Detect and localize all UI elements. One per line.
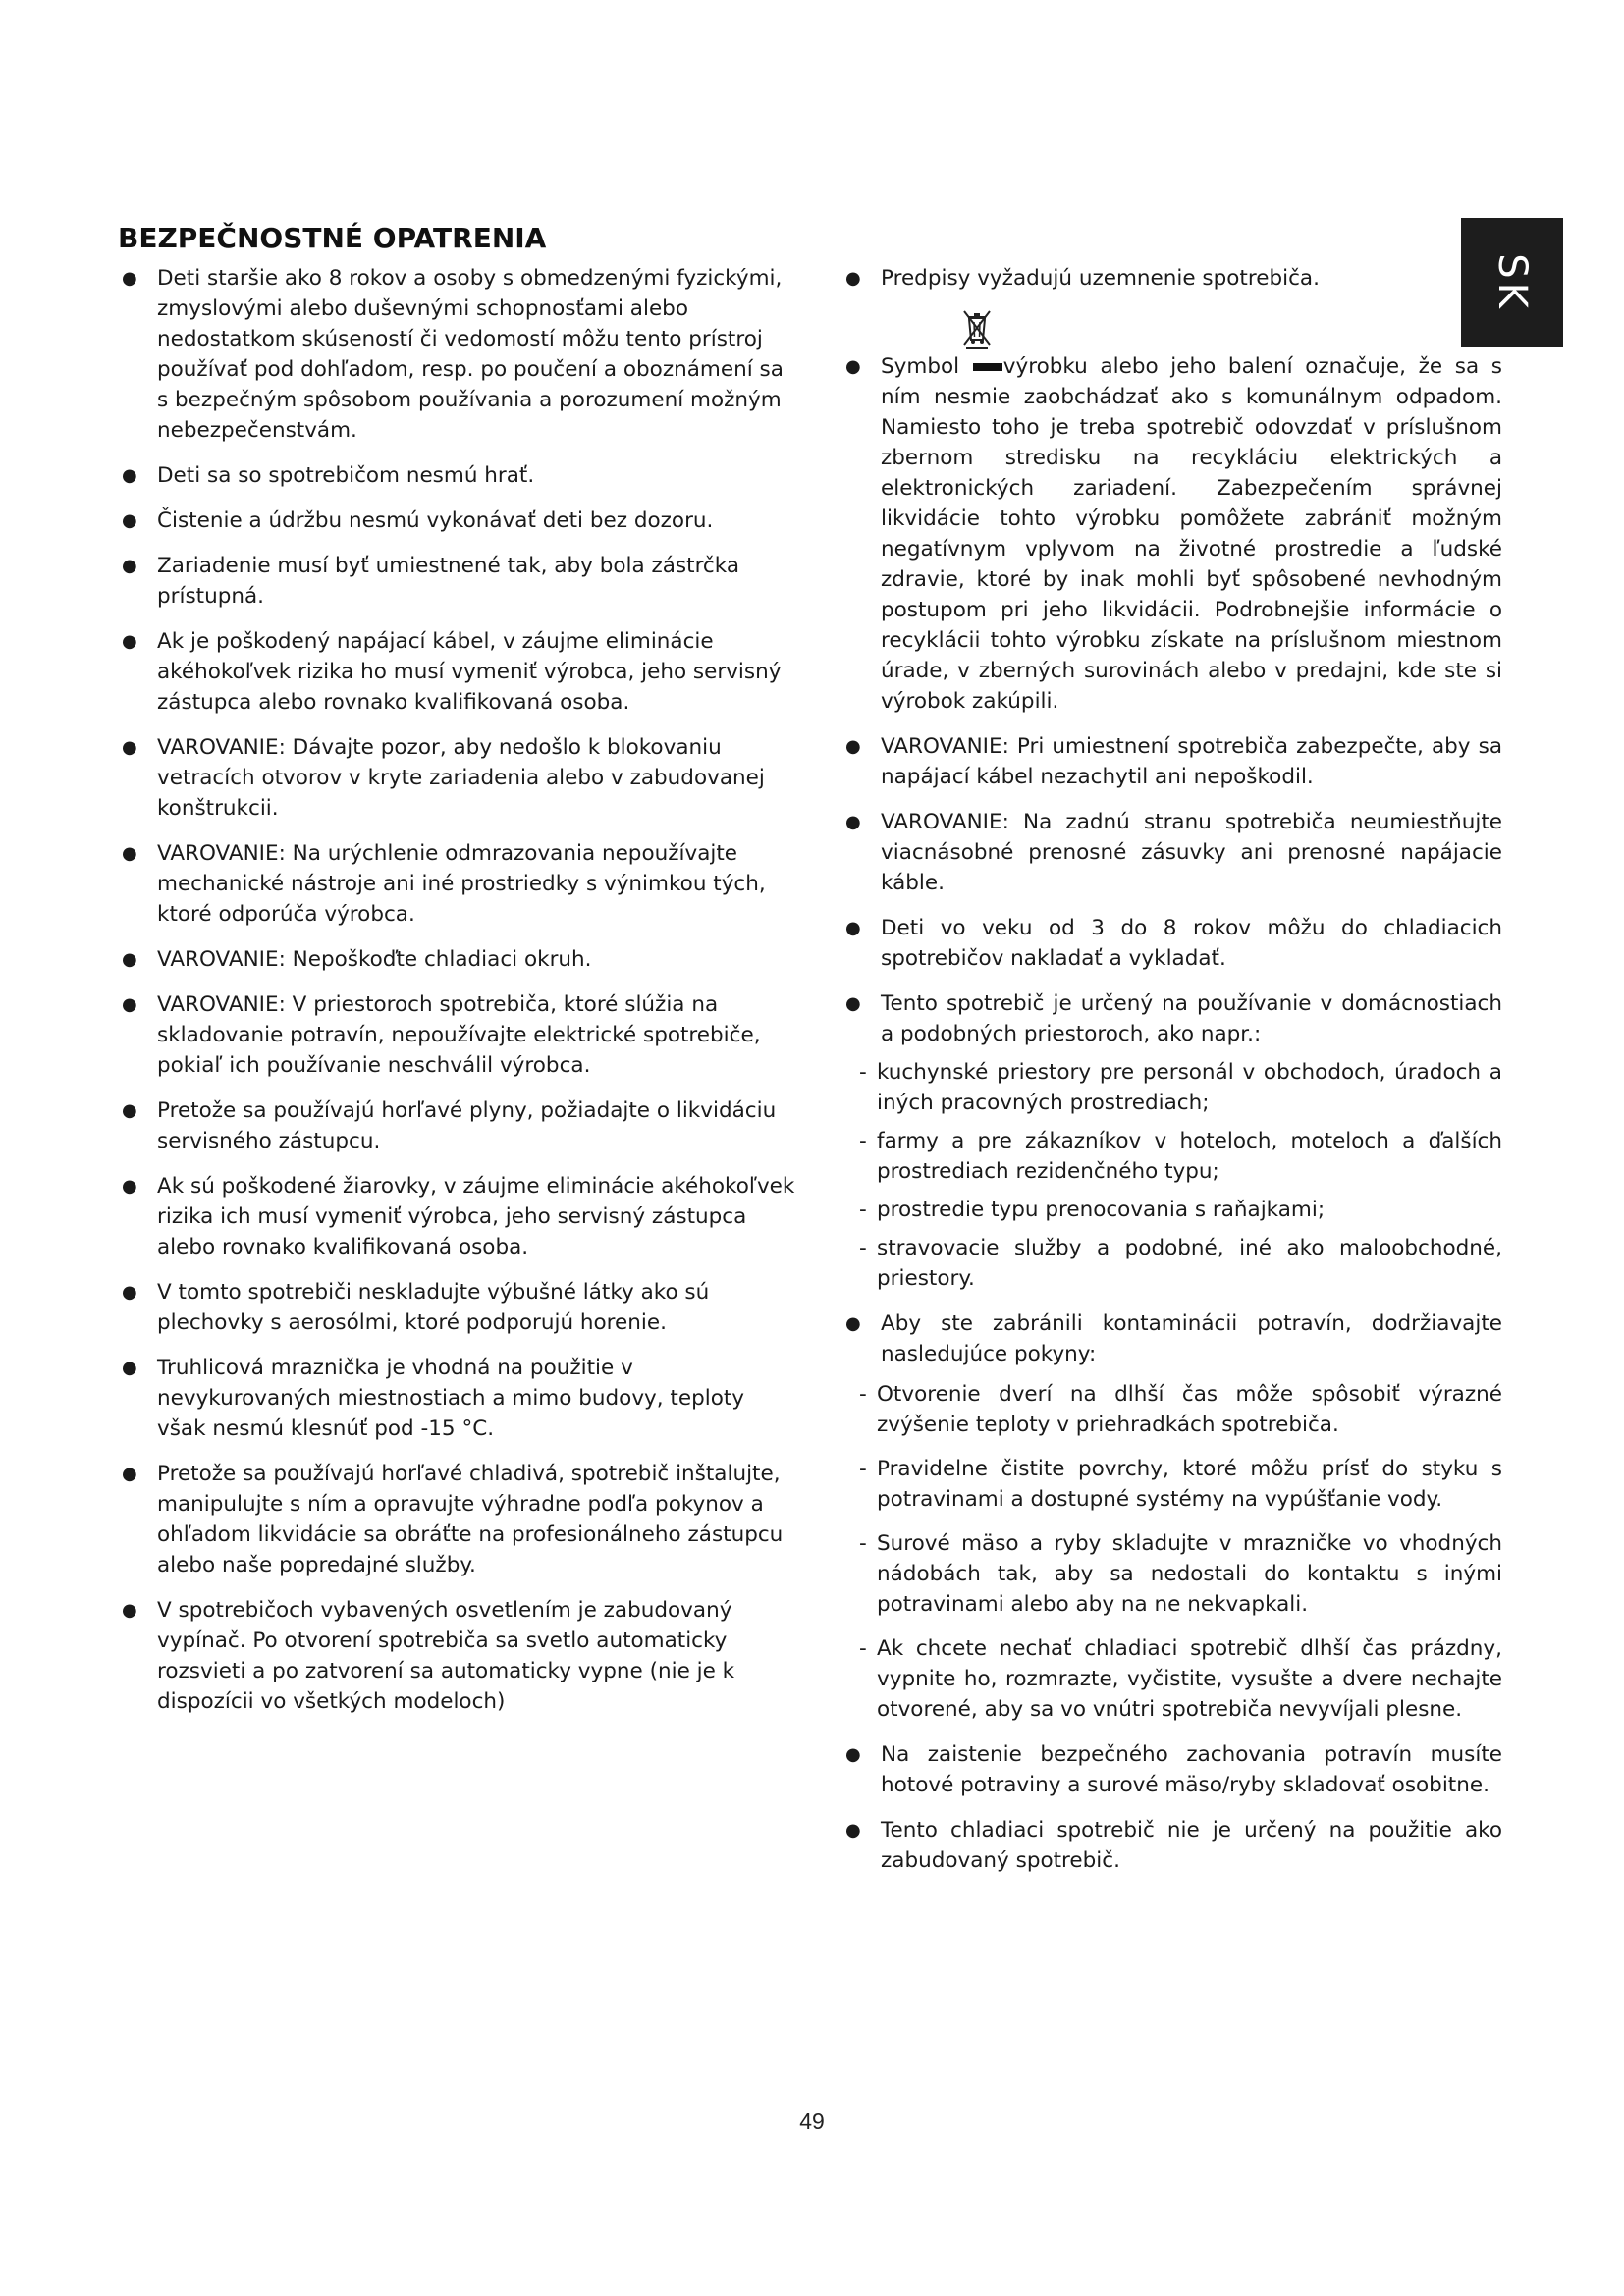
list-item: ● Pretože sa používajú horľavé chladivá, spotrebič inštalujte, manipulujte s ním a opravujte výhradne podľa pokynov a ohľadom likvidácie sa obráťte na profesionálneho zástupcu alebo naše popredajné služby. xyxy=(118,1459,795,1580)
list-item-household-use: ● Tento spotrebič je určený na používanie v domácnostiach a podobných priestoroch, ako napr.: xyxy=(841,988,1502,1049)
list-item: ● VAROVANIE: Dávajte pozor, aby nedošlo k blokovaniu vetracích otvorov v kryte zariadenia alebo v zabudovanej konštrukcii. xyxy=(118,732,795,824)
right-column xyxy=(841,263,1502,1891)
list-item: ● VAROVANIE: Na urýchlenie odmrazovania nepoužívajte mechanické nástroje ani iné prostriedky s výnimkou tých, ktoré odporúča výrobca. xyxy=(118,838,795,930)
list-item: ● V tomto spotrebiči neskladujte výbušné látky ako sú plechovky s aerosólmi, ktoré podporujú horenie. xyxy=(118,1277,795,1338)
bullet-icon: ● xyxy=(122,268,137,289)
bullet-icon: ● xyxy=(122,994,137,1015)
bullet-icon: ● xyxy=(845,268,861,289)
sub-list-item: - Ak chcete nechať chladiaci spotrebič dlhší čas prázdny, vypnite ho, rozmrazte, vyčistite, vysušte a dvere nechajte otvorené, aby sa vo vnútri spotrebiča nevyvíjali plesne. xyxy=(859,1636,1502,1722)
list-item: ● V spotrebičoch vybavených osvetlením je zabudovaný vypínač. Po otvorení spotrebiča sa svetlo automaticky rozsvieti a po zatvorení sa automaticky vypne (nie je k dispozícii vo všetkých modeloch) xyxy=(118,1595,795,1717)
bullet-icon: ● xyxy=(122,1100,137,1121)
sub-list-item: - Otvorenie dverí na dlhší čas môže spôsobiť výrazné zvýšenie teploty v priehradkách spotrebiča. xyxy=(859,1382,1502,1437)
list-item: ● Deti sa so spotrebičom nesmú hrať. xyxy=(118,460,795,491)
list-item-grounding: ● Predpisy vyžadujú uzemnenie spotrebiča. xyxy=(841,263,1502,294)
sub-list-item: - Pravidelne čistite povrchy, ktoré môžu prísť do styku s potravinami a dostupné systémy na vypúšťanie vody. xyxy=(859,1457,1502,1512)
bullet-icon: ● xyxy=(122,510,137,531)
list-item-not-builtin: ● Tento chladiaci spotrebič nie je určený na použitie ako zabudovaný spotrebič. xyxy=(841,1815,1502,1876)
bullet-icon: ● xyxy=(122,1358,137,1378)
bullet-icon: ● xyxy=(845,1313,861,1334)
list-item-contamination: ● Aby ste zabránili kontaminácii potravín, dodržiavajte nasledujúce pokyny: xyxy=(841,1308,1502,1369)
bullet-icon: ● xyxy=(122,949,137,970)
list-item: ● Ak sú poškodené žiarovky, v záujme eliminácie akéhokoľvek rizika ich musí vymeniť výrobca, jeho servisný zástupca alebo rovnako kvalifikovaná osoba. xyxy=(118,1171,795,1262)
list-item: ● Zariadenie musí byť umiestnené tak, aby bola zástrčka prístupná. xyxy=(118,551,795,612)
list-item-weee: ● Symbol výrobku alebo jeho balení označuje, že sa s ním nesmie zaobchádzať ako s komunálnym odpadom. Namiesto toho je treba spotrebič odovzdať v príslušnom zbernom stredisku na recykláciu elektrických a elektronických zariadení. Zabezpečením správnej likvidácie tohto výrobku pomôžete zabrániť možným negatívnym vplyvom na životné prostredie a ľudské zdravie, ktoré by inak mohli byť spôsobené nevhodným postupom pri jeho likvidácii. Podrobnejšie informácie o recyklácii tohto výrobku získate na príslušnom miestnom úrade, v zberných surovinách alebo v predajni, kde ste si výrobok zakúpili. xyxy=(841,351,1502,717)
sub-list-item: - Surové mäso a ryby skladujte v mrazničke vo vhodných nádobách tak, aby sa nedostali do kontaktu s inými potravinami alebo aby na ne nekvapkali. xyxy=(859,1531,1502,1617)
list-item: ● Ak je poškodený napájací kábel, v záujme eliminácie akéhokoľvek rizika ho musí vymeniť výrobca, jeho servisný zástupca alebo rovnako kvalifikovaná osoba. xyxy=(118,626,795,718)
left-column xyxy=(118,263,795,1732)
sub-list-item: - prostredie typu prenocovania s raňajkami; xyxy=(859,1198,1326,1222)
sub-list-item: - kuchynské priestory pre personál v obchodoch, úradoch a iných pracovných prostrediach; xyxy=(859,1060,1502,1115)
list-item-socket-warning: ● VAROVANIE: Na zadnú stranu spotrebiča neumiestňujte viacnásobné prenosné zásuvky ani prenosné napájacie káble. xyxy=(841,807,1502,898)
bullet-icon: ● xyxy=(122,1600,137,1621)
bullet-icon: ● xyxy=(845,993,861,1014)
redacted-mark xyxy=(973,363,1002,371)
list-item: ● Pretože sa používajú horľavé plyny, požiadajte o likvidáciu servisného zástupcu. xyxy=(118,1095,795,1156)
sub-list-item: - stravovacie služby a podobné, iné ako maloobchodné, priestory. xyxy=(859,1236,1502,1291)
language-tab-label: SK xyxy=(1489,253,1535,312)
list-item-storage: ● Na zaistenie bezpečného zachovania potravín musíte hotové potraviny a surové mäso/ryby skladovať osobitne. xyxy=(841,1739,1502,1800)
bullet-icon: ● xyxy=(122,465,137,486)
bullet-icon: ● xyxy=(122,1176,137,1197)
list-item: ● Deti staršie ako 8 rokov a osoby s obmedzenými fyzickými, zmyslovými alebo duševnými schopnosťami alebo nedostatkom skúseností či vedomostí môžu tento prístroj používať pod dohľadom, resp. po poučení a oboznámení sa s bezpečným spôsobom používania a porozumení možným nebezpečenstvám. xyxy=(118,263,795,446)
crossed-out-bin-icon xyxy=(961,308,993,349)
bullet-icon: ● xyxy=(122,843,137,864)
bullet-icon: ● xyxy=(122,631,137,652)
list-item-cable-warning: ● VAROVANIE: Pri umiestnení spotrebiča zabezpečte, aby sa napájací kábel nezachytil ani nepoškodil. xyxy=(841,731,1502,792)
bullet-icon: ● xyxy=(122,556,137,576)
bullet-icon: ● xyxy=(845,356,861,377)
bullet-icon: ● xyxy=(845,736,861,757)
list-item-children-load: ● Deti vo veku od 3 do 8 rokov môžu do chladiacich spotrebičov nakladať a vykladať. xyxy=(841,913,1502,974)
bullet-icon: ● xyxy=(845,918,861,938)
list-item: ● Truhlicová mraznička je vhodná na použitie v nevykurovaných miestnostiach a mimo budovy, teploty však nesmú klesnúť pod -15 °C. xyxy=(118,1353,795,1444)
list-item: ● Čistenie a údržbu nesmú vykonávať deti bez dozoru. xyxy=(118,506,795,536)
bullet-icon: ● xyxy=(122,1464,137,1484)
bullet-icon: ● xyxy=(845,1744,861,1765)
list-item: ● VAROVANIE: Nepoškoďte chladiaci okruh. xyxy=(118,944,795,975)
bullet-icon: ● xyxy=(122,737,137,758)
bullet-icon: ● xyxy=(845,1820,861,1841)
page-number: 49 xyxy=(799,2109,825,2134)
sub-list-item: - farmy a pre zákazníkov v hoteloch, moteloch a ďalších prostrediach rezidenčného typu; xyxy=(859,1129,1502,1184)
page-title: BEZPEČNOSTNÉ OPATRENIA xyxy=(118,222,547,254)
list-item: ● VAROVANIE: V priestoroch spotrebiča, ktoré slúžia na skladovanie potravín, nepoužívajte elektrické spotrebiče, pokiaľ ich používanie neschválil výrobca. xyxy=(118,989,795,1081)
bullet-icon: ● xyxy=(122,1282,137,1303)
bullet-icon: ● xyxy=(845,812,861,832)
